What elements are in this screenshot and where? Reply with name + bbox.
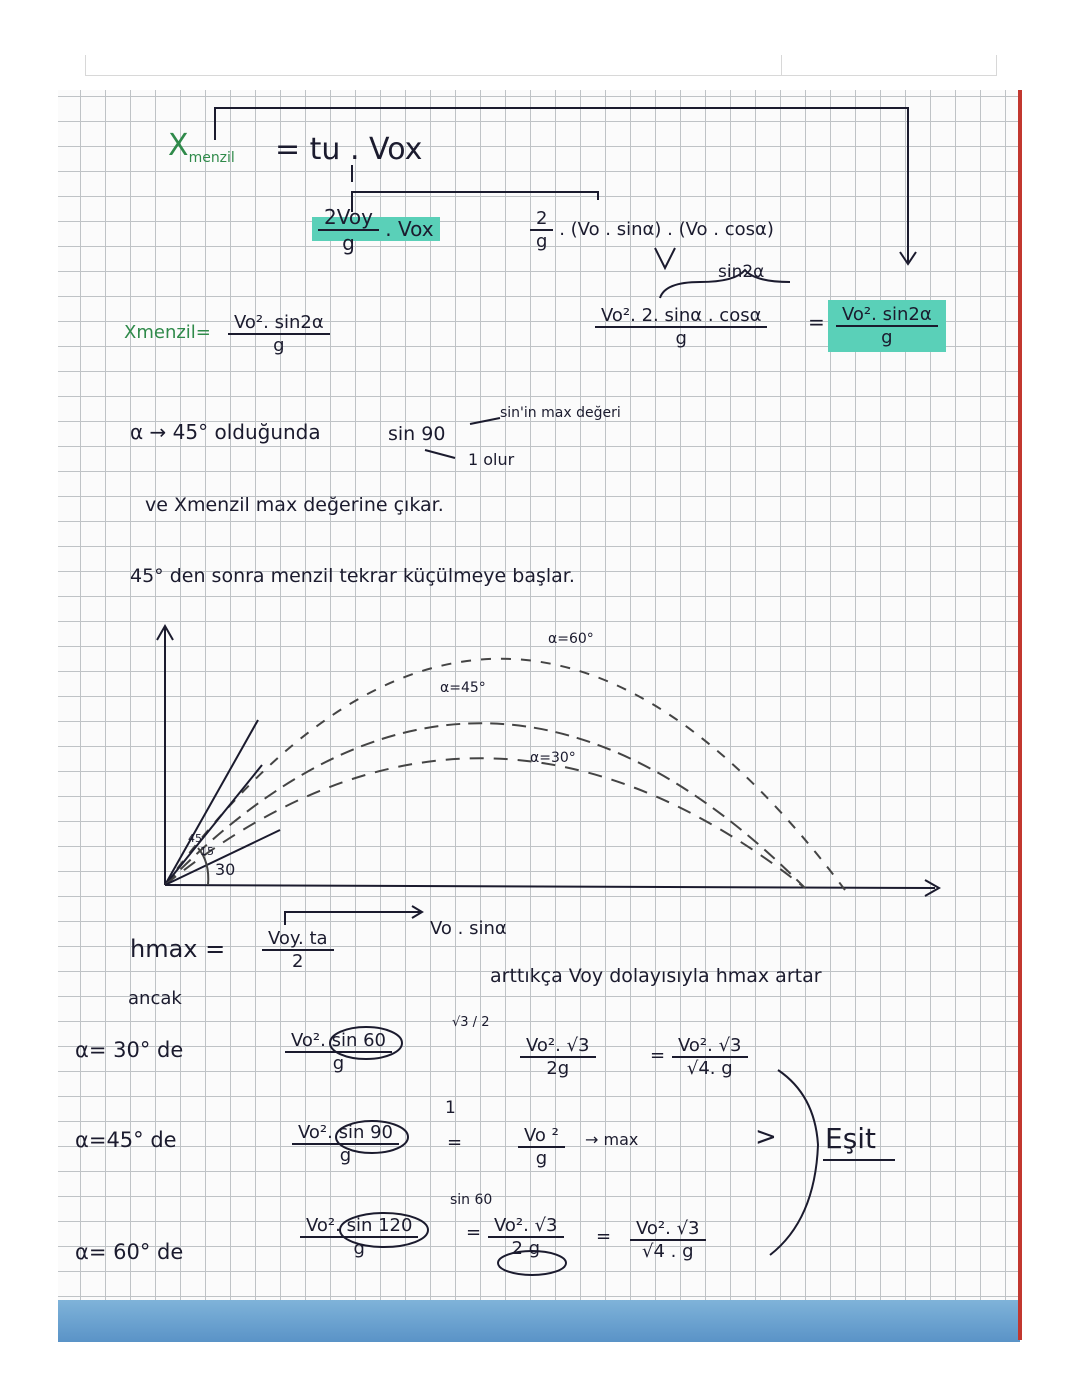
connector-top-arrow [215,108,908,262]
ancak-label: ancak [128,988,182,1009]
range-label: $X_{menzil}$ [168,128,235,166]
row45-num: Vo². sin 90 [292,1122,399,1145]
x-axis [165,885,935,888]
row45-equals: = [447,1132,463,1153]
angle-label-1: 45 [188,832,202,845]
range-expand-tail: . (Vo . sinα) . (Vo . cosα) [559,219,774,240]
row45-tail: → max [585,1130,639,1149]
range-step-den: g [342,231,355,255]
row30-angle: α= 30° de [75,1038,184,1062]
hmax-top-arrow [285,912,420,925]
row45-eq-num: Vo ² [518,1125,565,1148]
range-expand-num: 2 [530,208,553,231]
row60-eq-frac [488,1215,564,1259]
row45-frac [292,1122,399,1166]
trajectory-1 [165,659,845,890]
hmax-den: 2 [292,951,304,972]
row60-den: g [353,1238,365,1259]
note-line3: 45° den sonra menzil tekrar küçülmeye başlar. [130,565,575,587]
velocity-vector-2 [165,765,262,885]
note-line2: ve Xmenzil max değerine çıkar. [145,494,444,516]
range-mid-num: Vo². 2. sinα . cosα [595,305,767,328]
row60-equals-b: = [596,1226,612,1247]
connector-dbl-arrow [655,248,675,268]
range-eq1: = tu . Vox [275,132,423,167]
row30-eq-den: 2g [546,1058,570,1079]
hmax-arrow-note: Vo . sinα [430,918,507,939]
sin2a-brace [660,270,790,298]
final-range-num: Vo². sin2α [228,312,330,335]
angle-label-2: 15 [200,845,214,858]
row30-eq2-num: Vo². √3 [672,1035,748,1058]
row30-frac [285,1030,392,1074]
trajectory-3 [165,758,805,888]
row60-aside: sin 60 [450,1192,493,1208]
note-sin90: sin 90 [388,423,446,445]
row45-aside: 1 [445,1098,456,1118]
range-mid-equals: = [808,310,825,334]
series-label-1: α=60° [548,631,594,647]
row30-equals: = [650,1045,666,1066]
row30-eq [520,1035,596,1079]
row45-den: g [339,1145,352,1166]
hmax-num: Voy. ta [262,928,334,951]
note-arrow-1 [425,450,455,458]
row60-eq2 [630,1218,706,1262]
row60-angle: α= 60° de [75,1240,184,1264]
row30-eq2 [672,1035,748,1079]
row30-aside: √3 / 2 [452,1015,490,1030]
bracket-equal [770,1070,818,1255]
final-range-den: g [273,335,285,356]
series-label-3: α=30° [530,750,576,766]
row30-num: Vo². sin 60 [285,1030,392,1053]
series-label-2: α=45° [440,680,486,696]
row45-eq [518,1125,565,1169]
row60-eq-den: 2 g [511,1238,541,1259]
row60-eq2-den: √4 . g [642,1241,694,1262]
range-result-num: Vo². sin2α [836,304,938,327]
range-step-tail: . Vox [385,216,434,241]
equal-result: Eşit [825,1122,877,1155]
sin2a-note: sin2α [718,262,765,282]
range-mid-den: g [675,328,687,349]
range-label-sub: menzil [188,150,235,166]
hmax-note: arttıkça Voy dolayısıyla hmax artar [490,965,822,987]
row30-formula [285,1030,392,1074]
trajectory-2 [165,723,805,888]
row60-eq2-num: Vo². √3 [630,1218,706,1241]
range-step-num: 2Voy [318,205,379,231]
final-range-label: Xmenzil= [124,322,211,343]
note-arrow-2 [470,418,500,424]
row30-eq2-den: √4. g [686,1058,733,1079]
row60-formula [300,1215,418,1259]
row60-eq [488,1215,564,1259]
row45-formula [292,1122,399,1166]
note-becomes: 1 olur [468,450,515,469]
hmax-label: hmax = [130,935,226,963]
range-result-den: g [881,327,893,348]
row60-eq-num: Vo². √3 [488,1215,564,1238]
velocity-vector-1 [165,720,258,885]
compare-sign: > [755,1122,777,1152]
row30-eq-frac [520,1035,596,1079]
hmax-formula [262,928,334,972]
angle-label-3: 30 [215,860,236,879]
hmax-frac [262,928,334,972]
row45-angle: α=45° de [75,1128,177,1152]
row60-eq2-frac [630,1218,706,1262]
row30-eq-num: Vo². √3 [520,1035,596,1058]
row45-eq-den: g [535,1148,548,1169]
row60-equals-a: = [466,1222,482,1243]
row60-frac [300,1215,418,1259]
row30-eq2-frac [672,1035,748,1079]
range-expand-den: g [536,231,548,252]
row30-den: g [332,1053,345,1074]
note-line1: α → 45° olduğunda [130,420,321,444]
row60-num: Vo². sin 120 [300,1215,418,1238]
connector-mid-arrow [352,192,598,212]
note-sin-max: sin'in max değeri [500,405,621,421]
row45-eq-frac [518,1125,565,1169]
